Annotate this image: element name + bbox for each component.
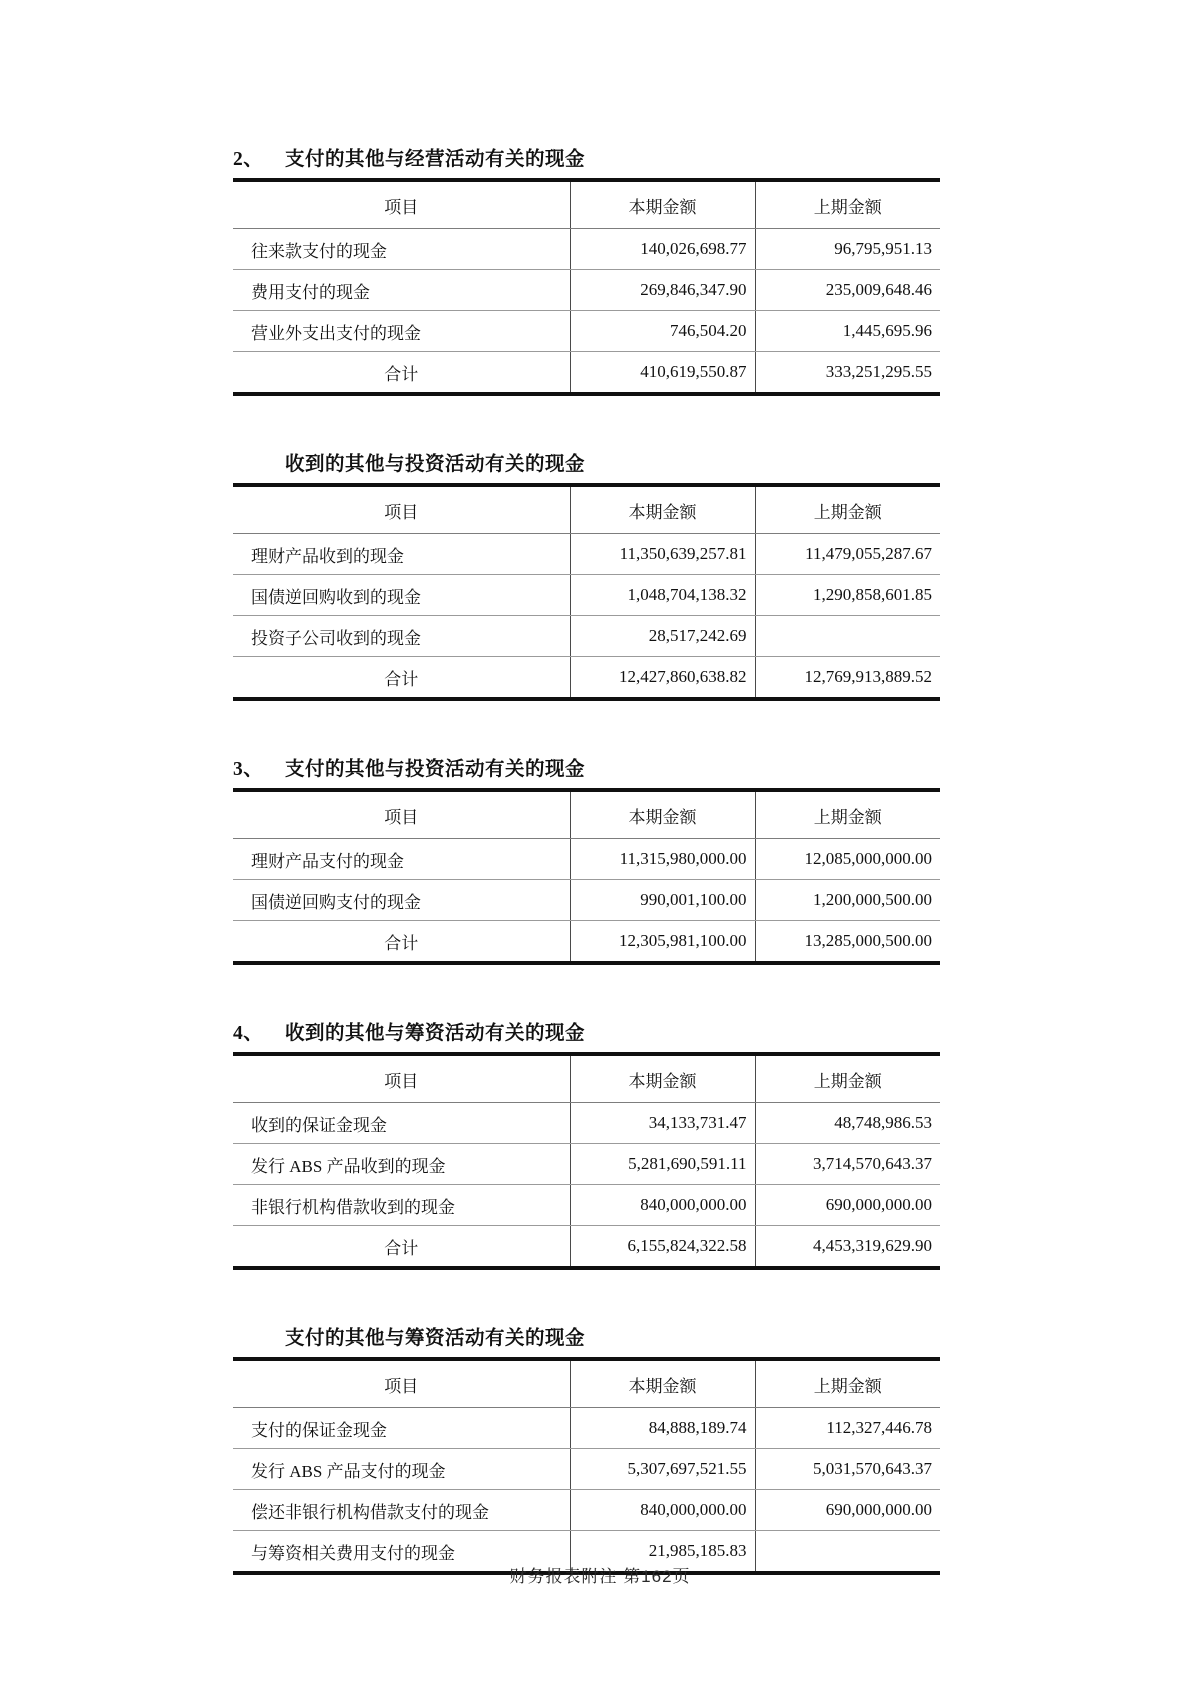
table-row [233,1185,940,1226]
report-section [233,1327,940,1575]
section-number: 3、 [233,759,264,780]
col-header-current-period: 本期金额 [570,1054,755,1103]
row-label: 合计 [384,933,419,953]
table-row [233,311,940,352]
row-label: 营业外支出支付的现金 [233,311,570,352]
table-row [233,534,940,575]
row-current-amount: 269,846,347.90 [570,270,755,311]
financial-table [233,178,940,396]
section-title: 支付的其他与筹资活动有关的现金 [285,1328,586,1349]
row-prior-amount: 690,000,000.00 [755,1490,940,1531]
row-prior-amount: 11,479,055,287.67 [755,534,940,575]
row-prior-amount: 235,009,648.46 [755,270,940,311]
section-heading [233,1022,940,1045]
table-row [233,880,940,921]
row-current-amount: 28,517,242.69 [570,616,755,657]
col-header-prior-period: 上期金额 [755,1359,940,1408]
row-label: 合计 [384,364,419,384]
col-header-item: 项目 [233,790,570,839]
page-footer [0,1562,1200,1587]
row-prior-amount: 12,085,000,000.00 [755,839,940,880]
row-current-amount: 84,888,189.74 [570,1408,755,1449]
row-current-amount: 410,619,550.87 [570,352,755,395]
financial-table [233,1357,940,1575]
row-prior-amount: 1,445,695.96 [755,311,940,352]
row-current-amount: 5,307,697,521.55 [570,1449,755,1490]
report-section [233,1022,940,1270]
col-header-prior-period: 上期金额 [755,790,940,839]
row-label: 偿还非银行机构借款支付的现金 [233,1490,570,1531]
col-header-item: 项目 [233,1359,570,1408]
table-header-row [233,485,940,534]
row-current-amount: 840,000,000.00 [570,1490,755,1531]
table-row [233,1449,940,1490]
table-row [233,921,940,964]
row-prior-amount: 5,031,570,643.37 [755,1449,940,1490]
table-header-row [233,1054,940,1103]
row-current-amount: 12,427,860,638.82 [570,657,755,700]
row-label: 费用支付的现金 [233,270,570,311]
row-prior-amount: 3,714,570,643.37 [755,1144,940,1185]
col-header-prior-period: 上期金额 [755,485,940,534]
table-row [233,1226,940,1269]
row-current-amount: 21,985,185.83 [570,1531,755,1574]
section-heading [233,148,940,171]
section-heading [233,1327,940,1350]
table-header-row [233,180,940,229]
col-header-current-period: 本期金额 [570,485,755,534]
notes-page-content [233,148,940,1632]
table-header-row [233,790,940,839]
table-row [233,1408,940,1449]
row-prior-amount: 48,748,986.53 [755,1103,940,1144]
col-header-prior-period: 上期金额 [755,1054,940,1103]
col-header-item: 项目 [233,485,570,534]
col-header-item: 项目 [233,1054,570,1103]
row-current-amount: 140,026,698.77 [570,229,755,270]
row-prior-amount: 13,285,000,500.00 [755,921,940,964]
table-row [233,1103,940,1144]
report-section [233,148,940,396]
row-label: 合计 [384,669,419,689]
row-current-amount: 11,350,639,257.81 [570,534,755,575]
row-label: 发行 ABS 产品支付的现金 [233,1449,570,1490]
report-section [233,758,940,965]
table-row [233,229,940,270]
row-current-amount: 990,001,100.00 [570,880,755,921]
row-label: 理财产品支付的现金 [233,839,570,880]
row-label: 收到的保证金现金 [233,1103,570,1144]
row-current-amount: 12,305,981,100.00 [570,921,755,964]
section-heading [233,758,940,781]
row-current-amount: 6,155,824,322.58 [570,1226,755,1269]
section-title: 支付的其他与投资活动有关的现金 [285,759,586,780]
table-row [233,616,940,657]
row-prior-amount [755,616,940,657]
section-number: 2、 [233,149,264,170]
row-prior-amount: 333,251,295.55 [755,352,940,395]
row-label: 与筹资相关费用支付的现金 [251,1543,455,1563]
section-title: 收到的其他与投资活动有关的现金 [285,454,586,475]
row-prior-amount: 1,290,858,601.85 [755,575,940,616]
row-label: 国债逆回购支付的现金 [233,880,570,921]
col-header-current-period: 本期金额 [570,1359,755,1408]
table-row [233,657,940,700]
row-label: 国债逆回购收到的现金 [233,575,570,616]
row-label: 往来款支付的现金 [233,229,570,270]
table-row [233,352,940,395]
col-header-current-period: 本期金额 [570,790,755,839]
financial-table [233,483,940,701]
table-header-row [233,1359,940,1408]
row-label: 发行 ABS 产品收到的现金 [233,1144,570,1185]
row-current-amount: 11,315,980,000.00 [570,839,755,880]
report-section [233,453,940,701]
col-header-current-period: 本期金额 [570,180,755,229]
row-prior-amount: 690,000,000.00 [755,1185,940,1226]
col-header-prior-period: 上期金额 [755,180,940,229]
section-title: 支付的其他与经营活动有关的现金 [285,149,586,170]
row-label: 理财产品收到的现金 [233,534,570,575]
row-current-amount: 34,133,731.47 [570,1103,755,1144]
section-number: 4、 [233,1023,264,1044]
row-prior-amount: 112,327,446.78 [755,1408,940,1449]
row-label: 合计 [384,1238,419,1258]
table-row [233,575,940,616]
footer-text: 财务报表附注 第162页 [509,1567,691,1586]
table-row [233,839,940,880]
row-current-amount: 1,048,704,138.32 [570,575,755,616]
row-current-amount: 840,000,000.00 [570,1185,755,1226]
section-title: 收到的其他与筹资活动有关的现金 [285,1023,586,1044]
financial-table [233,788,940,965]
table-row [233,270,940,311]
row-prior-amount: 12,769,913,889.52 [755,657,940,700]
section-heading [233,453,940,476]
row-prior-amount: 1,200,000,500.00 [755,880,940,921]
row-label: 非银行机构借款收到的现金 [233,1185,570,1226]
row-label: 支付的保证金现金 [233,1408,570,1449]
row-label: 投资子公司收到的现金 [233,616,570,657]
row-prior-amount: 4,453,319,629.90 [755,1226,940,1269]
row-current-amount: 746,504.20 [570,311,755,352]
col-header-item: 项目 [233,180,570,229]
table-row [233,1490,940,1531]
table-row [233,1144,940,1185]
financial-table [233,1052,940,1270]
row-prior-amount: 96,795,951.13 [755,229,940,270]
row-current-amount: 5,281,690,591.11 [570,1144,755,1185]
